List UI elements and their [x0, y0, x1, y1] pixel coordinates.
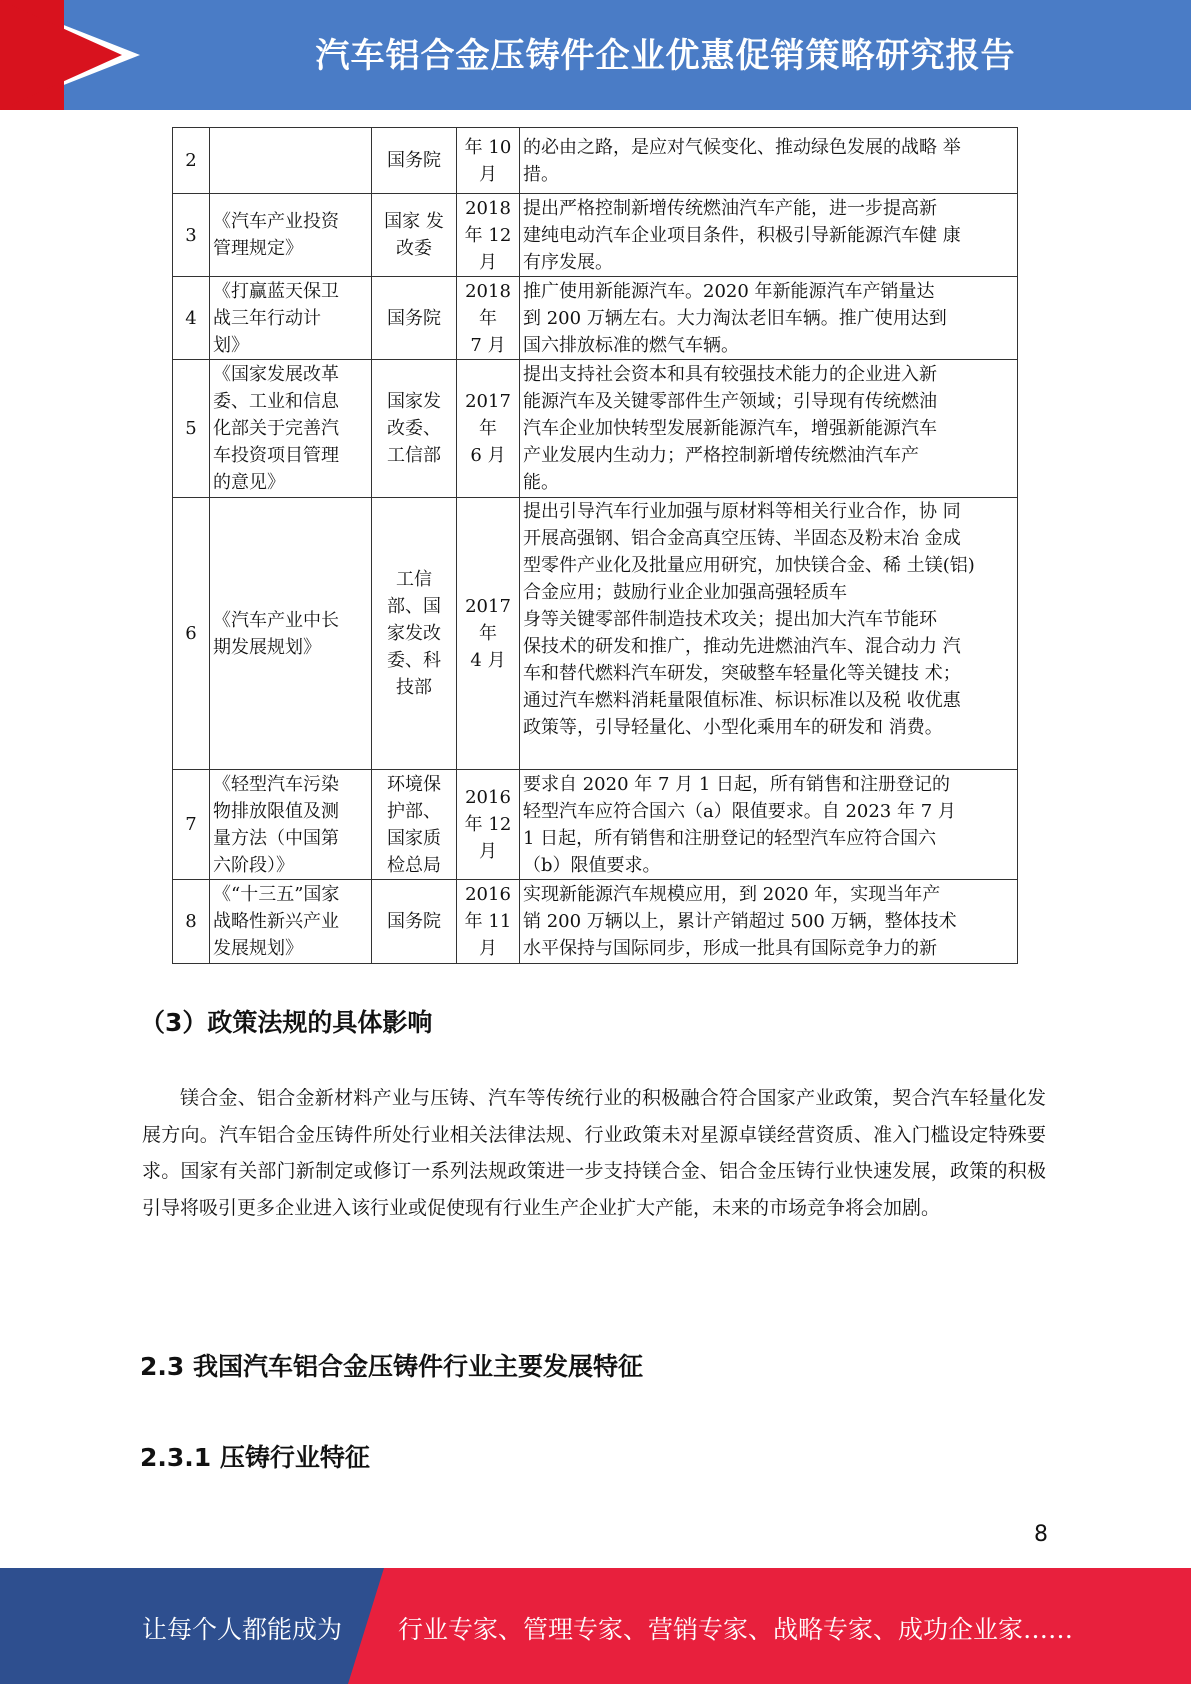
footer-slogan-right: 行业专家、管理专家、营销专家、战略专家、成功企业家…… [398, 1615, 1074, 1644]
subsection-heading: （3）政策法规的具体影响 [140, 1008, 433, 1037]
page-number: 8 [1034, 1522, 1048, 1547]
table-row [173, 880, 1018, 964]
issuing-department: 工信 部、国 家发改 委、科 技部 [372, 498, 457, 770]
policy-name: 《国家发展改革 委、工业和信息 化部关于完善汽 车投资项目管理 的意见》 [210, 360, 372, 498]
policy-content: 要求自 2020 年 7 月 1 日起，所有销售和注册登记的 轻型汽车应符合国六（a）限值要求。自 2023 年 7 月 1 日起，所有销售和注册登记的轻型汽车应符合国六 （b）限值要求。 [520, 770, 1018, 880]
section-heading-2-3-1: 2.3.1 压铸行业特征 [140, 1443, 370, 1472]
issue-date: 2018 年 12 月 [457, 194, 520, 277]
row-number: 4 [173, 277, 210, 360]
row-number: 7 [173, 770, 210, 880]
table-row [173, 277, 1018, 360]
issue-date: 2017 年 6 月 [457, 360, 520, 498]
row-number: 8 [173, 880, 210, 964]
page-header [0, 0, 1191, 110]
policy-content: 提出引导汽车行业加强与原材料等相关行业合作，协 同 开展高强钢、铝合金高真空压铸、半固态及粉末冶 金成 型零件产业化及批量应用研究，加快镁合金、稀 土镁(铝) 合金应用；鼓励行业企业加强高强轻质车 身等关键零部件制造技术攻关；提出加大汽车节能环 保技术的研发和推广，推动先进燃油汽车、混合动力 汽 车和替代燃料汽车研发，突破整车轻量化等关键技 术； 通过汽车燃料消耗量限值标准、标识标准以及税 收优惠 政策等，引导轻量化、小型化乘用车的研发和 消费。 [520, 498, 1018, 770]
policy-table [172, 127, 1018, 964]
body-paragraph: 镁合金、铝合金新材料产业与压铸、汽车等传统行业的积极融合符合国家产业政策，契合汽车轻量化发展方向。汽车铝合金压铸件所处行业相关法律法规、行业政策未对星源卓镁经营资质、准入门槛设定特殊要求。国家有关部门新制定或修订一系列法规政策进一步支持镁合金、铝合金压铸行业快速发展，政策的积极引导将吸引更多企业进入该行业或促使现有行业生产企业扩大产能，未来的市场竞争将会加剧。 [142, 1087, 1046, 1219]
table-row [173, 194, 1018, 277]
policy-name [210, 128, 372, 194]
policy-name: 《汽车产业中长 期发展规划》 [210, 498, 372, 770]
policy-content: 提出支持社会资本和具有较强技术能力的企业进入新 能源汽车及关键零部件生产领域；引导现有传统燃油 汽车企业加快转型发展新能源汽车，增强新能源汽车 产业发展内生动力；严格控制新增传统燃油汽车产 能。 [520, 360, 1018, 498]
issuing-department: 国家发 改委、 工信部 [372, 360, 457, 498]
footer-blue-wedge [348, 1568, 384, 1684]
section-heading-2-3: 2.3 我国汽车铝合金压铸件行业主要发展特征 [140, 1352, 643, 1381]
report-title: 汽车铝合金压铸件企业优惠促销策略研究报告 [315, 36, 1016, 76]
issuing-department: 国务院 [372, 128, 457, 194]
footer-slogan-left: 让每个人都能成为 [142, 1615, 343, 1644]
issuing-department: 国务院 [372, 880, 457, 964]
table-row [173, 360, 1018, 498]
issue-date: 2018 年 7 月 [457, 277, 520, 360]
issue-date: 年 10 月 [457, 128, 520, 194]
row-number: 5 [173, 360, 210, 498]
table-row [173, 498, 1018, 770]
policy-content: 推广使用新能源汽车。2020 年新能源汽车产销量达 到 200 万辆左右。大力淘汰老旧车辆。推广使用达到 国六排放标准的燃气车辆。 [520, 277, 1018, 360]
policy-name: 《打赢蓝天保卫 战三年行动计 划》 [210, 277, 372, 360]
issue-date: 2016 年 11 月 [457, 880, 520, 964]
table-row [173, 128, 1018, 194]
row-number: 6 [173, 498, 210, 770]
policy-content: 提出严格控制新增传统燃油汽车产能，进一步提高新 建纯电动汽车企业项目条件，积极引导新能源汽车健 康 有序发展。 [520, 194, 1018, 277]
policy-name: 《汽车产业投资 管理规定》 [210, 194, 372, 277]
header-red-arrow [0, 0, 122, 110]
row-number: 2 [173, 128, 210, 194]
issue-date: 2016 年 12 月 [457, 770, 520, 880]
policy-name: 《“十三五”国家 战略性新兴产业 发展规划》 [210, 880, 372, 964]
issuing-department: 国家 发 改委 [372, 194, 457, 277]
issue-date: 2017 年 4 月 [457, 498, 520, 770]
policy-content: 的必由之路，是应对气候变化、推动绿色发展的战略 举 措。 [520, 128, 1018, 194]
policy-name: 《轻型汽车污染 物排放限值及测 量方法（中国第 六阶段）》 [210, 770, 372, 880]
issuing-department: 国务院 [372, 277, 457, 360]
row-number: 3 [173, 194, 210, 277]
page-footer [0, 1568, 1191, 1684]
table-row [173, 770, 1018, 880]
issuing-department: 环境保 护部、 国家质 检总局 [372, 770, 457, 880]
policy-content: 实现新能源汽车规模应用，到 2020 年，实现当年产 销 200 万辆以上，累计产销超过 500 万辆，整体技术 水平保持与国际同步，形成一批具有国际竞争力的新 [520, 880, 1018, 964]
